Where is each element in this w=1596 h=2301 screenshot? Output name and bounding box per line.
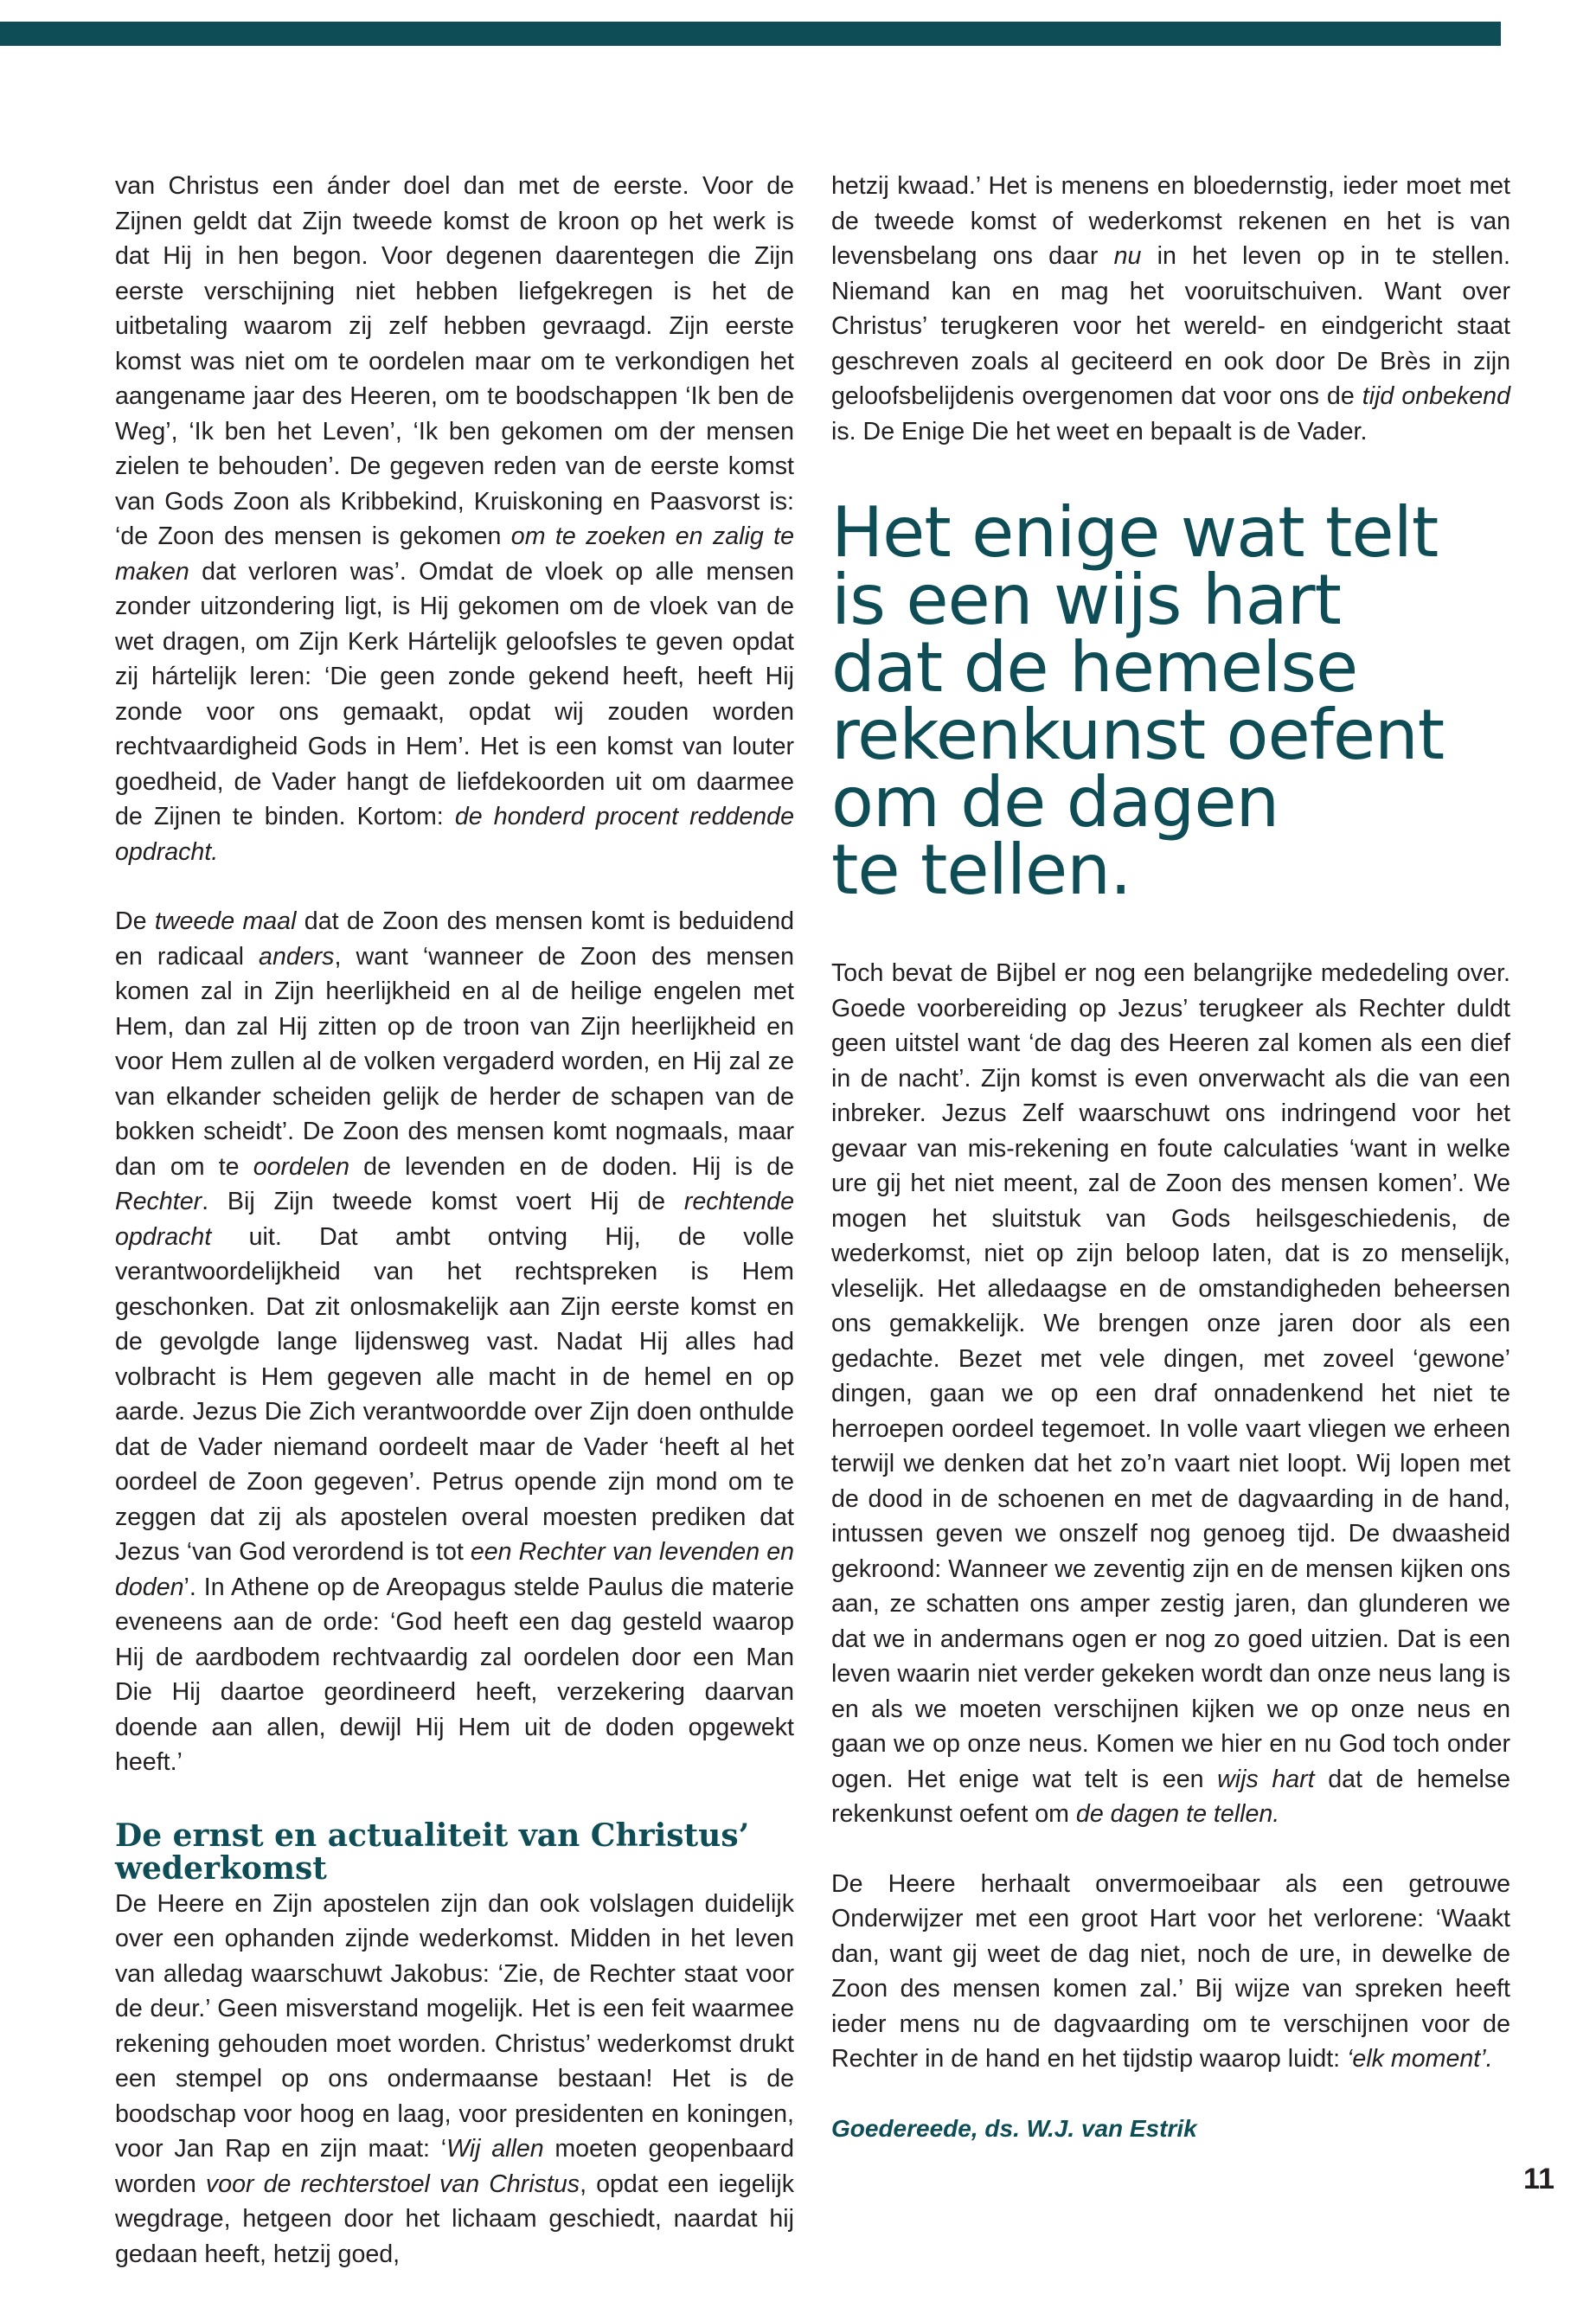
body-text: dat de hemelse rekenkunst oefent om [831,1765,1511,1828]
body-text: De Heere en Zijn apostelen zijn dan ook volslagen duidelijk over een ophanden zijnde wederkomst. Midden in het leven van alledag waarschuwt Jakobus: ‘Zie, de Rechter staat voor de deur.’ Geen misverstand mogelijk. Het is een feit waarmee rekening gehouden moet worden. Christus’ wederkomst drukt een stempel op ons ondermaanse bestaan! Het is de boodschap voor hoog en laag, voor presidenten en koningen, voor Jan Rap en zijn maat: ‘ [115,1889,794,2163]
right-paragraph-3 [831,1867,1510,2077]
emphasis-text: rechtende opdracht [115,1188,794,1251]
emphasis-text: een Rechter van levenden en doden [115,1538,794,1601]
body-text: dat verloren was’. Omdat de vloek op alle mensen zonder uitzondering ligt, is Hij gekomen om de vloek van de wet dragen, om Zijn Kerk Hártelijk geloofsles te geven opdat zij hártelijk leren: ‘Die geen zonde gekend heeft, heeft Hij zonde voor ons gemaakt, opdat wij zouden worden rechtvaardigheid Gods in Hem’. Het is een komst van louter goedheid, de Vader hangt de liefdekoorden uit om daarmee de Zijnen te binden. Kortom: [115,557,794,830]
body-text: de levenden en de doden. Hij is de [349,1152,794,1181]
emphasis-text: om te zoeken en zalig te maken [115,522,794,586]
body-text: is. De Enige Die het weet en bepaalt is de Vader. [831,417,1368,445]
emphasis-text: de honderd procent reddende opdracht. [115,803,794,866]
body-text: uit. Dat ambt ontving Hij, de volle verantwoordelijkheid van het rechtspreken is Hem geschonken. Dat zit onlosmakelijk aan Zijn eerste komst en de gevolgde lange lijdensweg vast. Nadat Hij alles had volbracht is Hem gegeven alle macht in de hemel en op aarde. Jezus Die Zich verantwoordde over Zijn doen onthulde dat de Vader niemand oordeelt maar de Vader ‘heeft al het oordeel de Zoon gegeven’. Petrus opende zijn mond om te zeggen dat zij als apostelen overal moesten prediken dat Jezus ‘van God verordend is tot [115,1222,794,1566]
emphasis-text: Wij allen [446,2135,544,2163]
left-paragraph-1 [115,169,794,869]
body-text: De [115,907,155,935]
emphasis-text: ‘elk moment’. [1347,2045,1493,2073]
body-text: ’. In Athene op de Areopagus stelde Paulus die materie eveneens aan de orde: ‘God heeft een dag gesteld waarop Hij de aardbodem rechtvaardig zal oordelen door een Man Die Hij daartoe geordineerd heeft, verzekering daarvan doende aan allen, dewijl Hij Hem uit de doden opgewekt heeft.’ [115,1573,794,1776]
emphasis-text: wijs hart [1217,1765,1315,1793]
body-text: van Christus een ánder doel dan met de eerste. Voor de Zijnen geldt dat Zijn tweede komst de kroon op het werk is dat Hij in hen begon. Voor degenen daarentegen die Zijn eerste verschijning niet hebben liefgekregen is het de uitbetaling waarom zij zelf hebben gevraagd. Zijn eerste komst was niet om te oordelen maar om te verkondigen het aangename jaar des Heeren, om te boodschappen ‘Ik ben de Weg’, ‘Ik ben het Leven’, ‘Ik ben gekomen om der mensen zielen te behouden’. De gegeven reden van de eerste komst van Gods Zoon als Kribbekind, Kruiskoning en Paasvorst is: ‘de Zoon des mensen is gekomen [115,172,794,550]
emphasis-text: voor de rechterstoel van Christus [205,2170,580,2198]
pull-quote-line: te tellen. [831,830,1131,910]
body-text: in het leven op in te stellen. Niemand kan en mag het vooruitschuiven. Want over Christus’ terugkeren voor het wereld- en eindgericht staat geschreven zoals al geciteerd en ook door De Brès in zijn geloofsbelijdenis overgenomen dat voor ons de [831,242,1510,410]
pull-quote-line: is een wijs hart [831,560,1341,640]
emphasis-text: de dagen te tellen. [1075,1800,1280,1828]
body-text: . Bij Zijn tweede komst voert Hij de [202,1188,684,1215]
right-paragraph-2 [831,956,1510,1832]
body-text: De Heere herhaalt onvermoeibaar als een getrouwe Onderwijzer met een groot Hart voor het verlorene: ‘Waakt dan, want gij weet de dag niet, noch de ure, in dewelke de Zoon des mensen komen zal.’ Bij wijze van spreken heeft ieder mens nu de dagvaarding om te verschijnen voor de Rechter in de hand en het tijdstip waarop luidt: [831,1869,1510,2073]
pull-quote-line: Het enige wat telt [831,492,1439,573]
emphasis-text: tweede maal [154,907,297,935]
left-paragraph-2 [115,904,794,1780]
header-bar [0,22,1501,46]
author-signature: Goedereede, ds. W.J. van Estrik [831,2114,1197,2142]
left-column [115,169,794,2272]
body-text: , opdat een iegelijk wegdrage, hetgeen door het lichaam geschiedt, naardat hij gedaan heeft, hetzij goed, [115,2170,794,2268]
emphasis-text: tijd onbekend [1362,382,1510,410]
emphasis-text: anders [259,942,335,971]
pull-quote-line: rekenkunst oefent [831,695,1445,775]
body-text: hetzij kwaad.’ Het is menens en bloedernstig, ieder moet met de tweede komst of wederkomst rekenen en het is van levensbelang ons daar [831,172,1510,270]
emphasis-text: oordelen [253,1152,350,1181]
body-text: Toch bevat de Bijbel er nog een belangrijke mededeling over. Goede voorbereiding op Jezus’ terugkeer als Rechter duldt geen uitstel want ‘de dag des Heeren zal komen als een dief in de nacht’. Zijn komst is even onverwacht als die van een inbreker. Jezus Zelf waarschuwt ons indringend voor het gevaar van mis-rekening en foute calculaties ‘want in welke ure gij het niet meent, zal de Zoon des mensen komen’. We mogen het sluitstuk van Gods heilsgeschiedenis, de wederkomst, niet op zijn beloop laten, dat is zo menselijk, vleselijk. Het alledaagse en de omstandigheden beheersen ons gemakkelijk. We brengen onze jaren door als een gedachte. Bezet met vele dingen, met zoveel ‘gewone’ dingen, gaan we op een draf onnadenkend het niet te herroepen oordeel tegemoet. In volle vaart vliegen we erheen terwijl we denken dat het zo’n vaart niet loopt. Wij lopen met de dood in de schoenen en met de dagvaarding in de hand, intussen geven we onszelf nog genoeg tijd. De dwaasheid gekroond: Wanneer we zeventig zijn en de mensen kijken ons aan, ze schatten ons amper zestig jaren, dan glunderen we dat we in andermans ogen er nog zo goed uitzien. Dat is een leven waarin niet verder gekeken wordt dan onze neus lang is en als we moeten verschijnen kijken we op onze neus en gaan we op onze neus. Komen we hier en nu God toch onder ogen. Het enige wat telt is een [831,959,1510,1793]
left-paragraph-3 [115,1887,794,2272]
section-subheading: De ernst en actualiteit van Christus’ wederkomst [115,1817,750,1887]
right-paragraph-1 [831,169,1510,449]
pull-quote-line: dat de hemelse [831,627,1358,708]
emphasis-text: nu [1113,242,1142,270]
emphasis-text: Rechter [115,1188,202,1215]
body-text: dat de Zoon des mensen komt is beduidend en radicaal [115,907,795,971]
body-text: moeten geopenbaard worden [115,2135,794,2198]
pull-quote-line: om de dagen [831,762,1279,843]
pull-quote [831,492,1510,910]
page-number: 11 [1523,2163,1554,2195]
body-text: , want ‘wanneer de Zoon des mensen komen zal in Zijn heerlijkheid en al de heilige engelen met Hem, dan zal Hij zitten op de troon van Zijn heerlijkheid en voor Hem zullen al de volken vergaderd worden, en Hij zal ze van elkander scheiden gelijk de herder de schapen van de bokken scheidt’. De Zoon des mensen komt nogmaals, maar dan om te [115,942,794,1181]
right-column [831,169,1510,2146]
